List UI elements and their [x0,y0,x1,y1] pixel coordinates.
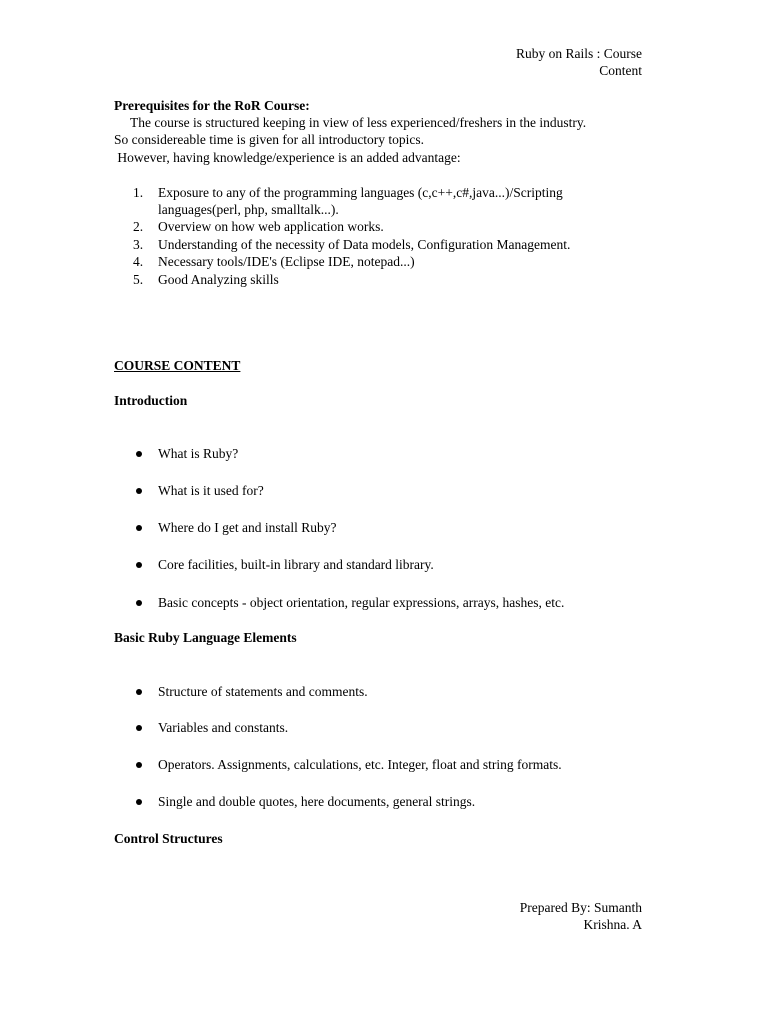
list-item-number: 4. [133,254,144,269]
list-item-number: 1. [133,185,144,200]
course-content-heading: COURSE CONTENT [114,358,241,373]
list-item-number: 2. [133,219,144,234]
list-item-text: Core facilities, built-in library and standard library. [158,557,434,572]
section-heading-introduction: Introduction [114,393,188,408]
list-item-text: Exposure to any of the programming languages (c,c++,c#,java...)/Scripting [158,185,563,200]
section-heading-basic-elements: Basic Ruby Language Elements [114,630,297,645]
list-item-text: Understanding of the necessity of Data models, Configuration Management. [158,237,571,252]
list-item-text: Where do I get and install Ruby? [158,520,337,535]
list-item-text: Single and double quotes, here documents, general strings. [158,794,476,809]
prereq-intro-line2: So considereable time is given for all introductory topics. [114,132,425,147]
bullet-icon [136,600,142,606]
list-item-text: Structure of statements and comments. [158,684,368,699]
list-item-text: Variables and constants. [158,720,289,735]
list-item-text: Overview on how web application works. [158,219,384,234]
bullet-icon [136,689,142,695]
bullet-icon [136,725,142,731]
bullet-icon [136,762,142,768]
header-title-line2: Content [599,63,642,78]
prereq-heading: Prerequisites for the RoR Course: [114,98,310,113]
list-item-text-continued: languages(perl, php, smalltalk...). [158,202,339,217]
list-item-text: Good Analyzing skills [158,272,279,287]
bullet-icon [136,488,142,494]
list-item-text: What is Ruby? [158,446,239,461]
section-heading-control-structures: Control Structures [114,831,223,846]
prereq-intro-line3: However, having knowledge/experience is an added advantage: [114,150,461,165]
list-item-text: Necessary tools/IDE's (Eclipse IDE, notepad...) [158,254,415,269]
header-title-line1: Ruby on Rails : Course [515,46,642,61]
list-item-text: Basic concepts - object orientation, regular expressions, arrays, hashes, etc. [158,595,565,610]
bullet-icon [136,451,142,457]
list-item-number: 5. [133,272,144,287]
list-item-text: Operators. Assignments, calculations, etc. Integer, float and string formats. [158,757,562,772]
list-item-text: What is it used for? [158,483,264,498]
footer-prepared-by-line2: Krishna. A [583,917,642,932]
list-item-number: 3. [133,237,144,252]
prereq-intro-line1: The course is structured keeping in view of less experienced/freshers in the industry. [130,115,587,130]
bullet-icon [136,799,142,805]
bullet-icon [136,562,142,568]
bullet-icon [136,525,142,531]
footer-prepared-by-line1: Prepared By: Sumanth [519,900,642,915]
